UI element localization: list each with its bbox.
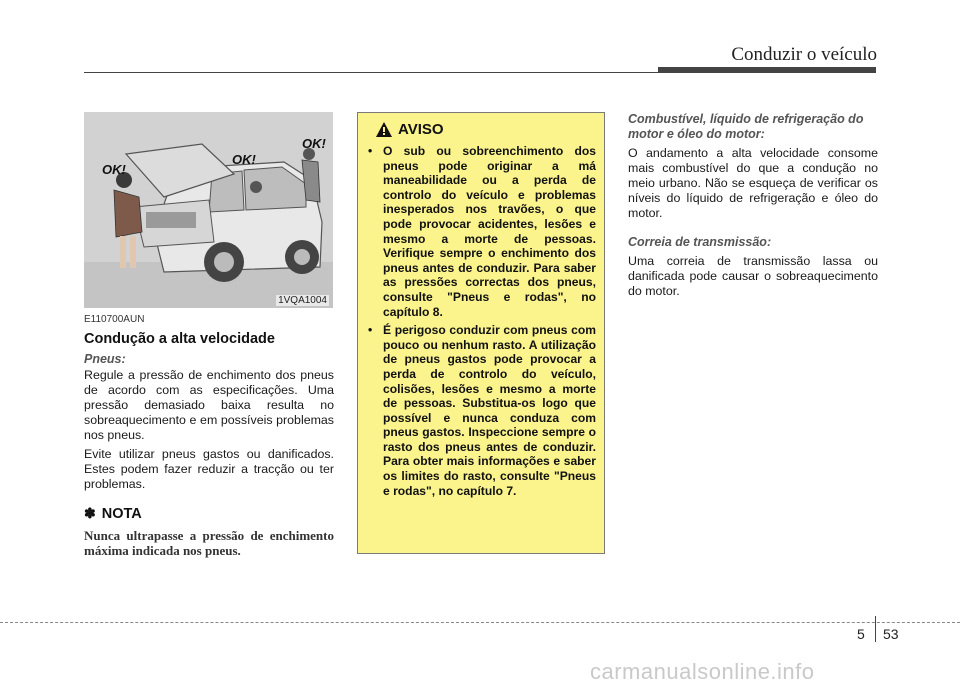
car-inspection-illustration [84, 112, 333, 308]
note-heading [84, 505, 334, 522]
warning-header [366, 121, 596, 138]
image-code: 1VQA1004 [278, 295, 327, 306]
fuel-coolant-oil-subhead: Combustível, líquido de refrigeração do motor e óleo do motor: [628, 112, 864, 141]
chapter-title: Conduzir o veículo [731, 44, 877, 65]
note-title: NOTA [101, 506, 142, 522]
warning-item [366, 323, 596, 498]
section-title: Condução a alta velocidade [84, 331, 275, 347]
ok-label: OK! [102, 162, 126, 177]
warning-triangle-icon [376, 122, 392, 137]
bullet: • [368, 323, 373, 338]
left-column [84, 314, 334, 558]
paragraph: Evite utilizar pneus gastos ou danificados. Estes podem fazer reduzir a tracção ou ter problemas. [84, 447, 334, 491]
ok-label: OK! [232, 152, 256, 167]
drive-belt-subhead: Correia de transmissão: [628, 235, 772, 249]
right-column [628, 112, 878, 313]
warning-item [366, 144, 596, 319]
chapter-number: 5 [857, 626, 865, 642]
paragraph: Uma correia de transmissão lassa ou danificada pode causar o sobreaquecimento do motor. [628, 254, 878, 298]
bullet: • [368, 144, 373, 158]
watermark: carmanualsonline.info [590, 659, 815, 684]
ok-label: OK! [302, 136, 326, 151]
warning-list [366, 144, 596, 498]
warning-title: AVISO [398, 121, 444, 138]
warning-item-text: O sub ou sobreenchimento dos pneus pode originar a má maneabilidade ou a perda de controlo do veículo e problemas inesperados nos travões, o que pode provocar acidentes, lesões e mesmo a morte de pessoas. Verifique sempre o enchimento dos pneus antes de conduzir. Para saber as pressões correctas dos pneus, consulte "Pneus e rodas", no capítulo 8. [383, 144, 596, 319]
warning-item-text: É perigoso conduzir com pneus com pouco ou nenhum rasto. A utilização de pneus gastos pode provocar a perda de controlo do veículo, colisões, lesões e mesmo a morte de pessoas. Substitua-os logo que possível e nunca conduza com pneus gastos. Inspeccione sempre o rasto dos pneus antes de conduzir. Para obter mais informações e saber os limites do rasto, consulte "Pneus e rodas", no capítulo 7. [383, 323, 596, 498]
note-icon: ✽ [84, 505, 96, 521]
paragraph: Regule a pressão de enchimento dos pneus de acordo com as especificações. Uma pressão demasiado baixa resulta no sobreaquecimento e em possíveis problemas nos pneus. [84, 368, 334, 442]
tires-subhead: Pneus: [84, 352, 126, 366]
paragraph: O andamento a alta velocidade consome mais combustível do que a condução no meio urbano. Não se esqueça de verificar os níveis do líquido de refrigeração e óleo do motor. [628, 146, 878, 220]
warning-box [357, 112, 605, 554]
note-text: Nunca ultrapasse a pressão de enchimento máxima indicada nos pneus. [84, 528, 334, 558]
car-illustration [84, 112, 333, 308]
page-number-divider [875, 616, 876, 642]
section-code: E110700AUN [84, 314, 145, 325]
page-number: 53 [883, 626, 899, 642]
footer-rule [0, 622, 960, 623]
header-rule-accent [658, 67, 876, 73]
